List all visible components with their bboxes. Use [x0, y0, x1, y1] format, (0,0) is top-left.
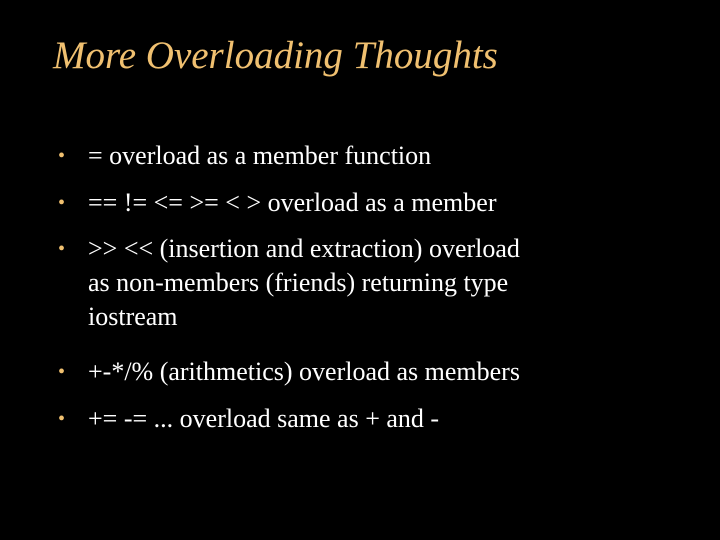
bullet-text: += -= ... overload same as + and - — [88, 404, 440, 433]
bullet-text-line: >> << (insertion and extraction) overload — [88, 234, 520, 263]
bullet-icon: • — [58, 238, 66, 260]
bullet-icon: • — [58, 145, 66, 167]
bullet-text: +-*/% (arithmetics) overload as members — [88, 357, 520, 386]
bullet-icon: • — [58, 361, 66, 383]
bullet-icon: • — [58, 408, 66, 430]
bullet-text: = overload as a member function — [88, 141, 432, 170]
slide-title: More Overloading Thoughts — [53, 34, 498, 77]
bullet-text: == != <= >= < > overload as a member — [88, 188, 497, 217]
bullet-icon: • — [58, 192, 66, 214]
bullet-text-line: as non-members (friends) returning type — [88, 268, 509, 297]
bullet-text — [88, 232, 648, 334]
bullet-text-line: iostream — [88, 302, 178, 331]
